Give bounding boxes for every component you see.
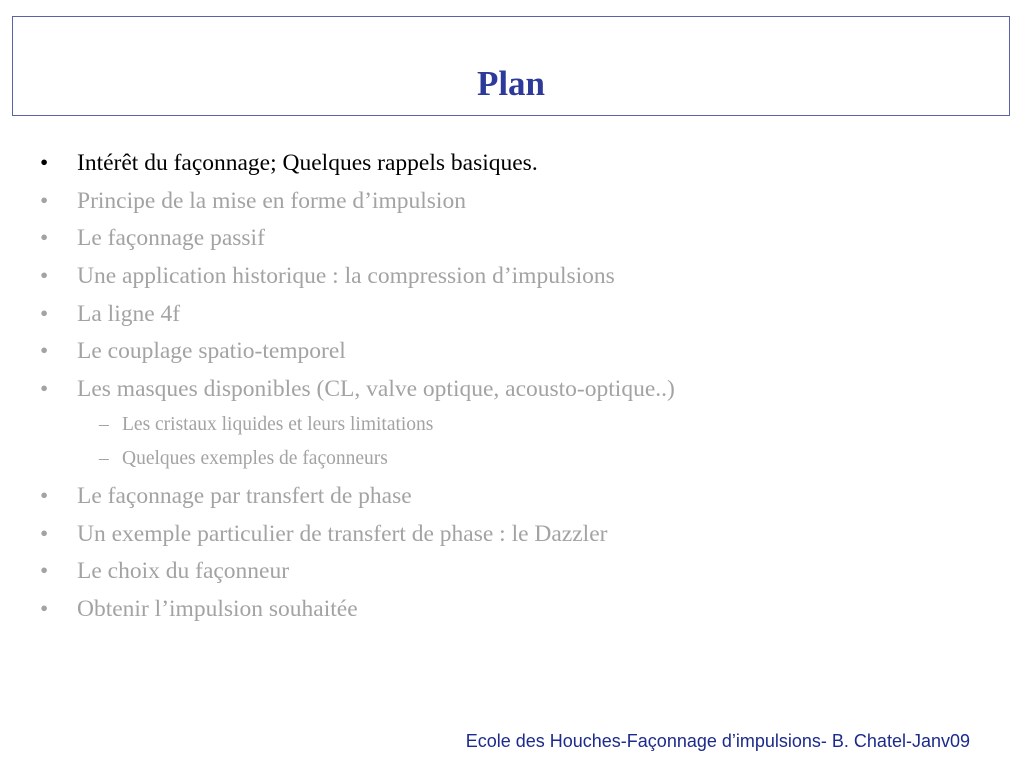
- bullet-icon: •: [40, 263, 49, 290]
- bullet-icon: •: [40, 376, 49, 403]
- slide-title: Plan: [476, 64, 546, 103]
- outline-item-9: [0, 519, 1000, 557]
- outline-item-text: Obtenir l’impulsion souhaitée: [77, 595, 358, 622]
- outline-item-text: Les masques disponibles (CL, valve optique, acousto-optique..): [77, 376, 675, 403]
- bullet-icon: •: [40, 150, 49, 176]
- outline-item-text: Le façonnage passif: [77, 225, 265, 252]
- bullet-icon: •: [40, 187, 49, 214]
- bullet-icon: •: [40, 338, 49, 365]
- outline-item-4: [0, 261, 1000, 299]
- dash-icon: –: [99, 448, 109, 470]
- bullet-icon: •: [40, 595, 49, 622]
- outline-subitem-2: [0, 446, 1000, 481]
- outline-item-7: [0, 374, 1000, 412]
- outline-item-3: [0, 223, 1000, 261]
- outline-subitem-1: [0, 412, 1000, 447]
- outline-item-11: [0, 594, 1000, 632]
- slide-footer: Ecole des Houches-Façonnage d’impulsions- B. Chatel-Janv09: [465, 731, 970, 751]
- outline-item-10: [0, 556, 1000, 594]
- title-box: [12, 16, 1010, 116]
- outline-item-1: [0, 148, 1000, 186]
- dash-icon: –: [99, 413, 109, 435]
- outline-item-text: Le couplage spatio-temporel: [77, 338, 346, 365]
- outline-item-2: [0, 186, 1000, 224]
- outline-list: [0, 148, 1000, 632]
- outline-item-text: Le choix du façonneur: [77, 558, 290, 585]
- bullet-icon: •: [40, 520, 49, 547]
- outline-item-text: Le façonnage par transfert de phase: [77, 482, 412, 509]
- outline-subitem-text: Les cristaux liquides et leurs limitations: [122, 413, 434, 435]
- bullet-icon: •: [40, 225, 49, 252]
- outline-item-8: [0, 481, 1000, 519]
- outline-item-text: La ligne 4f: [77, 300, 181, 327]
- outline-item-text: Une application historique : la compression d’impulsions: [77, 263, 615, 290]
- outline-item-text: Principe de la mise en forme d’impulsion: [77, 187, 466, 214]
- outline-subitem-text: Quelques exemples de façonneurs: [122, 448, 388, 470]
- outline-item-6: [0, 336, 1000, 374]
- bullet-icon: •: [40, 482, 49, 509]
- outline-item-text: Un exemple particulier de transfert de phase : le Dazzler: [77, 520, 608, 547]
- outline-item-text: Intérêt du façonnage; Quelques rappels basiques.: [77, 150, 538, 176]
- bullet-icon: •: [40, 558, 49, 585]
- bullet-icon: •: [40, 300, 49, 327]
- outline-item-5: [0, 299, 1000, 337]
